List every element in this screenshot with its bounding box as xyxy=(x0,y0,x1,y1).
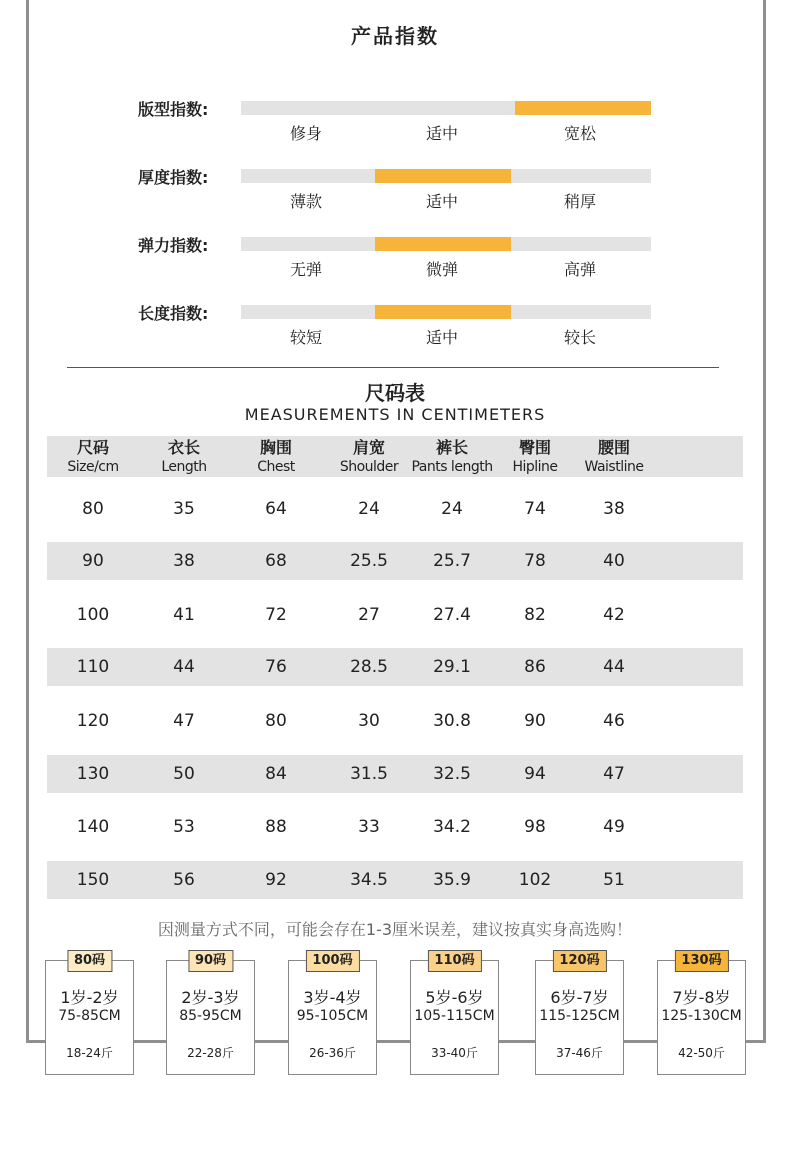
table-cell: 50 xyxy=(173,764,195,784)
table-cell: 68 xyxy=(265,551,287,571)
table-cell: 47 xyxy=(173,711,195,731)
table-row xyxy=(47,861,743,899)
table-cell: 34.2 xyxy=(433,817,471,837)
table-cell: 90 xyxy=(82,551,104,571)
index-label: 版型指数: xyxy=(138,100,209,119)
index-row xyxy=(0,233,790,293)
table-cell: 35.9 xyxy=(433,870,471,890)
section-divider xyxy=(67,367,719,368)
index-selected-segment xyxy=(375,169,511,183)
table-cell: 53 xyxy=(173,817,195,837)
size-badge: 90码 xyxy=(188,950,233,972)
size-card-height: 95-105CM xyxy=(296,1008,369,1024)
index-label: 厚度指数: xyxy=(138,168,209,187)
size-badge: 110码 xyxy=(427,950,481,972)
table-cell: 46 xyxy=(603,711,625,731)
table-cell: 32.5 xyxy=(433,764,471,784)
table-cell: 110 xyxy=(76,657,110,677)
table-cell: 38 xyxy=(603,499,625,519)
index-option: 适中 xyxy=(425,328,458,347)
table-cell: 150 xyxy=(76,870,110,890)
table-row xyxy=(47,542,743,580)
size-card-age: 6岁-7岁 xyxy=(550,988,609,1007)
table-cell: 31.5 xyxy=(350,764,388,784)
size-badge: 100码 xyxy=(305,950,359,972)
table-cell: 44 xyxy=(173,657,195,677)
table-cell: 29.1 xyxy=(433,657,471,677)
table-cell: 120 xyxy=(76,711,110,731)
size-card-age: 5岁-6岁 xyxy=(425,988,484,1007)
index-row xyxy=(0,165,790,225)
table-cell: 24 xyxy=(441,499,463,519)
column-header-en: Length xyxy=(161,459,207,475)
index-label: 弹力指数: xyxy=(138,236,209,255)
table-cell: 56 xyxy=(173,870,195,890)
table-cell: 41 xyxy=(173,605,195,625)
index-track xyxy=(241,101,651,115)
size-card-age: 3岁-4岁 xyxy=(303,988,362,1007)
index-option: 适中 xyxy=(425,192,458,211)
table-cell: 94 xyxy=(524,764,546,784)
column-header-zh: 臀围 xyxy=(518,438,551,457)
size-card-age: 1岁-2岁 xyxy=(60,988,119,1007)
size-chart-subtitle: MEASUREMENTS IN CENTIMETERS xyxy=(244,405,546,424)
index-option: 修身 xyxy=(289,124,322,143)
measurement-note: 因测量方式不同，可能会存在1-3厘米误差，建议按真实身高选购！ xyxy=(157,920,633,939)
column-header-en: Size/cm xyxy=(67,459,119,475)
column-header-en: Shoulder xyxy=(339,459,399,475)
index-label: 长度指数: xyxy=(138,304,209,323)
size-card-weight: 18-24斤 xyxy=(66,1046,113,1060)
size-badge: 80码 xyxy=(67,950,112,972)
table-cell: 86 xyxy=(524,657,546,677)
size-card xyxy=(657,953,746,1075)
size-card xyxy=(166,953,255,1075)
size-card-age: 7岁-8岁 xyxy=(672,988,731,1007)
index-track xyxy=(241,305,651,319)
column-header-zh: 胸围 xyxy=(259,438,292,457)
table-cell: 84 xyxy=(265,764,287,784)
index-option: 薄款 xyxy=(289,192,322,211)
table-cell: 64 xyxy=(265,499,287,519)
table-row xyxy=(47,490,743,528)
table-cell: 33 xyxy=(358,817,380,837)
column-header-zh: 肩宽 xyxy=(352,438,385,457)
size-card-age: 2岁-3岁 xyxy=(181,988,240,1007)
index-selected-segment xyxy=(375,237,511,251)
table-cell: 25.7 xyxy=(433,551,471,571)
size-chart-title: 尺码表 xyxy=(365,381,425,405)
size-badge: 130码 xyxy=(674,950,728,972)
size-card-height: 75-85CM xyxy=(58,1008,121,1024)
column-header-en: Chest xyxy=(257,459,295,475)
size-table-header xyxy=(47,436,743,477)
column-header xyxy=(226,438,326,476)
table-cell: 102 xyxy=(518,870,552,890)
size-card-height: 105-115CM xyxy=(414,1008,495,1024)
table-cell: 72 xyxy=(265,605,287,625)
table-cell: 78 xyxy=(524,551,546,571)
size-card-weight: 22-28斤 xyxy=(187,1046,234,1060)
table-cell: 130 xyxy=(76,764,110,784)
size-card xyxy=(288,953,377,1075)
size-card-weight: 42-50斤 xyxy=(678,1046,725,1060)
frame-bottom-line xyxy=(26,1040,766,1043)
table-cell: 28.5 xyxy=(350,657,388,677)
page-title: 产品指数 xyxy=(351,24,439,48)
column-header-zh: 裤长 xyxy=(435,438,468,457)
table-row xyxy=(47,702,743,740)
size-card xyxy=(410,953,499,1075)
index-option: 微弹 xyxy=(425,260,458,279)
column-header xyxy=(564,438,664,476)
table-cell: 100 xyxy=(76,605,110,625)
table-cell: 47 xyxy=(603,764,625,784)
table-cell: 76 xyxy=(265,657,287,677)
table-cell: 42 xyxy=(603,605,625,625)
index-row xyxy=(0,301,790,361)
index-option: 较短 xyxy=(289,328,322,347)
table-row xyxy=(47,596,743,634)
table-cell: 88 xyxy=(265,817,287,837)
column-header xyxy=(43,438,143,476)
column-header-en: Pants length xyxy=(411,459,493,475)
table-cell: 51 xyxy=(603,870,625,890)
table-cell: 98 xyxy=(524,817,546,837)
table-cell: 40 xyxy=(603,551,625,571)
column-header-en: Waistline xyxy=(584,459,644,475)
table-cell: 80 xyxy=(82,499,104,519)
index-option: 较长 xyxy=(563,328,596,347)
index-track xyxy=(241,169,651,183)
size-card-weight: 26-36斤 xyxy=(309,1046,356,1060)
size-card-weight: 33-40斤 xyxy=(431,1046,478,1060)
table-cell: 35 xyxy=(173,499,195,519)
column-header-zh: 衣长 xyxy=(167,438,200,457)
table-cell: 34.5 xyxy=(350,870,388,890)
table-cell: 90 xyxy=(524,711,546,731)
size-badge: 120码 xyxy=(552,950,606,972)
size-card-height: 85-95CM xyxy=(179,1008,242,1024)
size-card-height: 115-125CM xyxy=(539,1008,620,1024)
size-card-weight: 37-46斤 xyxy=(556,1046,603,1060)
table-cell: 140 xyxy=(76,817,110,837)
table-cell: 38 xyxy=(173,551,195,571)
table-cell: 25.5 xyxy=(350,551,388,571)
index-option: 宽松 xyxy=(563,124,596,143)
table-cell: 74 xyxy=(524,499,546,519)
column-header-en: Hipline xyxy=(512,459,558,475)
table-cell: 80 xyxy=(265,711,287,731)
column-header xyxy=(134,438,234,476)
table-row xyxy=(47,648,743,686)
index-selected-segment xyxy=(515,101,651,115)
table-cell: 92 xyxy=(265,870,287,890)
size-card xyxy=(45,953,134,1075)
index-option: 高弹 xyxy=(563,260,596,279)
table-cell: 27.4 xyxy=(433,605,471,625)
table-cell: 82 xyxy=(524,605,546,625)
index-track xyxy=(241,237,651,251)
table-cell: 49 xyxy=(603,817,625,837)
index-option: 无弹 xyxy=(289,260,322,279)
table-row xyxy=(47,755,743,793)
size-card-height: 125-130CM xyxy=(661,1008,742,1024)
table-row xyxy=(47,808,743,846)
index-option: 稍厚 xyxy=(563,192,596,211)
index-option: 适中 xyxy=(425,124,458,143)
column-header-zh: 腰围 xyxy=(597,438,630,457)
index-selected-segment xyxy=(375,305,511,319)
column-header-zh: 尺码 xyxy=(76,438,109,457)
table-cell: 44 xyxy=(603,657,625,677)
table-cell: 24 xyxy=(358,499,380,519)
table-cell: 27 xyxy=(358,605,380,625)
table-cell: 30 xyxy=(358,711,380,731)
table-cell: 30.8 xyxy=(433,711,471,731)
size-card xyxy=(535,953,624,1075)
index-row xyxy=(0,97,790,157)
